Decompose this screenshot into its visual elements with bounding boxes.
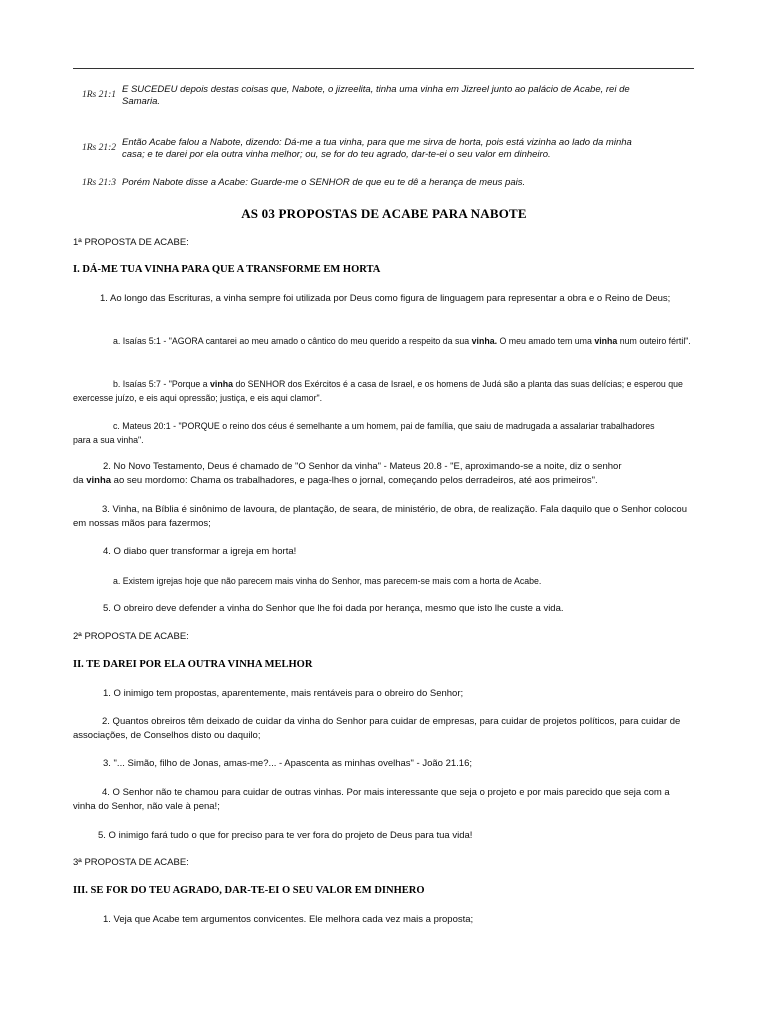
proposal-1-item-1: 1. Ao longo das Escrituras, a vinha sempre foi utilizada por Deus como figura de linguagem para representar a obra e o Reino de Deus; bbox=[100, 293, 671, 304]
proposal-3-heading: III. SE FOR DO TEU AGRADO, DAR-TE-EI O SEU VALOR EM DINHERO bbox=[73, 885, 425, 896]
proposal-1-item-c: c. Mateus 20:1 - "PORQUE o reino dos céus é semelhante a um homem, pai de família, que saiu de madrugada a assalariar trabalhadores para a sua vinha". bbox=[73, 421, 655, 445]
proposal-1-label: 1ª PROPOSTA DE ACABE: bbox=[73, 237, 189, 248]
page-title: AS 03 PROPOSTAS DE ACABE PARA NABOTE bbox=[241, 206, 527, 221]
proposal-2-heading: II. TE DAREI POR ELA OUTRA VINHA MELHOR bbox=[73, 659, 313, 670]
proposal-2-item-5: 5. O inimigo fará tudo o que for preciso para te ver fora do projeto de Deus para tua vida! bbox=[98, 830, 473, 841]
proposal-1-item-3: 3. Vinha, na Bíblia é sinônimo de lavoura, de plantação, de seara, de ministério, de obra, de realização. Fala daquilo que o Senhor colocou em nossas mãos para fazermos; bbox=[73, 504, 687, 529]
verse-text: Porém Nabote disse a Acabe: Guarde-me o SENHOR de que eu te dê a herança de meus pais. bbox=[122, 177, 526, 188]
top-divider bbox=[73, 68, 694, 69]
proposal-1-heading: I. DÁ-ME TUA VINHA PARA QUE A TRANSFORME EM HORTA bbox=[73, 264, 381, 275]
proposal-3-item-1: 1. Veja que Acabe tem argumentos convicentes. Ele melhora cada vez mais a proposta; bbox=[103, 914, 474, 925]
verse-ref: 1Rs 21:3 bbox=[82, 178, 117, 188]
verse-ref: 1Rs 21:2 bbox=[82, 143, 117, 153]
proposal-1-item-5: 5. O obreiro deve defender a vinha do Senhor que lhe foi dada por herança, mesmo que isto lhe custe a vida. bbox=[103, 603, 564, 614]
proposal-1-item-b: b. Isaías 5:7 - "Porque a vinha do SENHOR dos Exércitos é a casa de Israel, e os homens de Judá são a planta das suas delícias; e esperou que exercesse juízo, e eis aqui opressão; justiça, e eis aqui clamor". bbox=[73, 379, 683, 403]
proposal-2-item-4: 4. O Senhor não te chamou para cuidar de outras vinhas. Por mais interessante que seja o projeto e por mais parecido que seja com a vinha do Senhor, não vale à pena!; bbox=[73, 787, 670, 812]
proposal-2-item-3: 3. "... Simão, filho de Jonas, amas-me?... - Apascenta as minhas ovelhas" - João 21.16; bbox=[103, 758, 472, 769]
proposal-1-item-a: a. Isaías 5:1 - "AGORA cantarei ao meu amado o cântico do meu querido a respeito da sua vinha. O meu amado tem uma vinha num outeiro fértil". bbox=[113, 336, 691, 346]
verse-text: E SUCEDEU depois destas coisas que, Nabote, o jizreelita, tinha uma vinha em Jizreel junto ao palácio de Acabe, rei de Samaria. bbox=[122, 84, 630, 107]
proposal-1-item-2-line-1: 2. No Novo Testamento, Deus é chamado de "O Senhor da vinha" - Mateus 20.8 - "E, aproximando-se a noite, diz o senhor bbox=[103, 461, 622, 472]
verse-text: Então Acabe falou a Nabote, dizendo: Dá-me a tua vinha, para que me sirva de horta, pois está vizinha ao lado da minha casa; e te darei por ela outra vinha melhor; ou, se for do teu agrado, dar-te-ei o seu valor em dinheiro. bbox=[122, 137, 632, 160]
proposal-1-item-4a: a. Existem igrejas hoje que não parecem mais vinha do Senhor, mas parecem-se mais com a horta de Acabe. bbox=[113, 576, 542, 586]
proposal-2-item-2: 2. Quantos obreiros têm deixado de cuidar da vinha do Senhor para cuidar de empresas, para cuidar de projetos políticos, para cuidar de associações, de Conselhos disto ou daquilo; bbox=[73, 716, 681, 741]
verse-ref: 1Rs 21:1 bbox=[82, 90, 117, 100]
proposal-3-label: 3ª PROPOSTA DE ACABE: bbox=[73, 857, 189, 868]
proposal-2-item-1: 1. O inimigo tem propostas, aparentemente, mais rentáveis para o obreiro do Senhor; bbox=[103, 688, 464, 699]
proposal-2-label: 2ª PROPOSTA DE ACABE: bbox=[73, 631, 189, 642]
proposal-1-item-4: 4. O diabo quer transformar a igreja em horta! bbox=[103, 546, 297, 557]
proposal-1-item-2-line-2: da vinha ao seu mordomo: Chama os trabalhadores, e paga-lhes o jornal, começando pelos derradeiros, até aos primeiros". bbox=[73, 475, 598, 486]
